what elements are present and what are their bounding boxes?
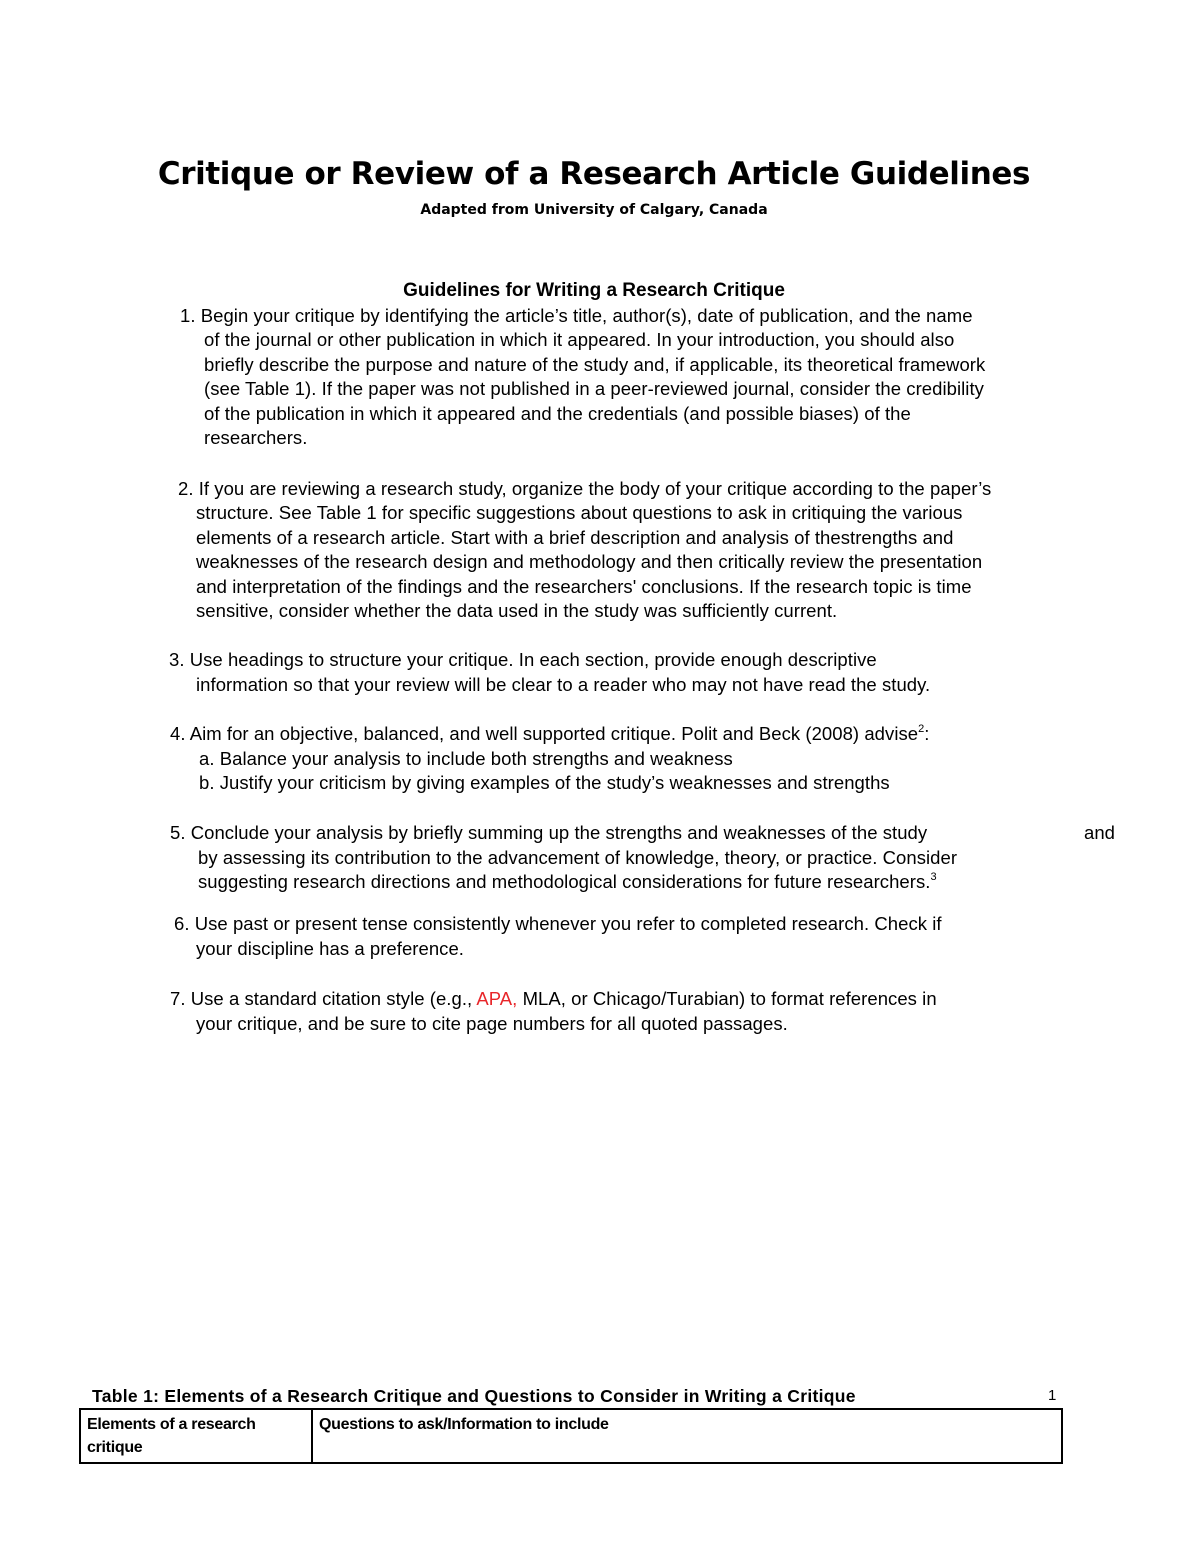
item-7-line-2: your critique, and be sure to cite page numbers for all quoted passages.: [196, 1013, 788, 1034]
item-5-line-1-end: and: [1084, 822, 1116, 843]
page-title: Critique or Review of a Research Article Guidelines: [157, 156, 1031, 192]
section-heading: Guidelines for Writing a Research Critique: [403, 280, 785, 301]
item-2-line-2: structure. See Table 1 for specific suggestions about questions to ask in critiquing the various: [196, 502, 963, 523]
item-4-sub-a: a. Balance your analysis to include both strengths and weakness: [199, 748, 733, 769]
item-3-line-2: information so that your review will be clear to a reader who may not have read the study.: [196, 674, 931, 695]
item-2-line-4: weaknesses of the research design and methodology and then critically review the presentation: [196, 551, 983, 572]
item-5-line-2: by assessing its contribution to the advancement of knowledge, theory, or practice. Consider: [198, 847, 958, 868]
item-4-line-1: [170, 722, 930, 747]
item-1-line-6: researchers.: [204, 427, 308, 448]
item-1-line-2: of the journal or other publication in which it appeared. In your introduction, you should also: [204, 329, 955, 350]
item-2-line-1: 2. If you are reviewing a research study, organize the body of your critique according to the paper’s: [178, 478, 992, 499]
item-3-line-1: 3. Use headings to structure your critique. In each section, provide enough descriptive: [169, 649, 877, 670]
footnote-ref-3: 3: [930, 871, 937, 883]
item-2-line-5: and interpretation of the findings and the researchers' conclusions. If the research topic is time: [196, 576, 972, 597]
table-title: Table 1: Elements of a Research Critique and Questions to Consider in Writing a Critique: [92, 1386, 856, 1406]
item-2-line-3: elements of a research article. Start with a brief description and analysis of thestrengths and: [196, 527, 954, 548]
item-5-line-3: [198, 870, 937, 895]
item-1-line-1: 1. Begin your critique by identifying the article’s title, author(s), date of publication, and the name: [180, 305, 973, 326]
table-header-col-2: Questions to ask/Information to include: [312, 1409, 1062, 1463]
table-header-col-1: Elements of a research critique: [80, 1409, 312, 1463]
item-5-line-3-text: suggesting research directions and methodological considerations for future researchers.: [198, 871, 931, 892]
item-1-line-5: of the publication in which it appeared and the credentials (and possible biases) of the: [204, 403, 911, 424]
item-4-sub-b: b. Justify your criticism by giving examples of the study’s weaknesses and strengths: [199, 772, 890, 793]
item-2-line-6: sensitive, consider whether the data used in the study was sufficiently current.: [196, 600, 838, 621]
item-7-line-1-b: MLA, or Chicago/Turabian) to format references in: [517, 988, 937, 1009]
elements-table: [79, 1408, 1063, 1464]
item-6-line-2: your discipline has a preference.: [196, 938, 464, 959]
item-1-line-4: (see Table 1). If the paper was not published in a peer-reviewed journal, consider the credibility: [204, 378, 984, 399]
table-header-row: [80, 1409, 1062, 1463]
item-6-line-1: 6. Use past or present tense consistently whenever you refer to completed research. Check if: [174, 913, 942, 934]
page-number: 1: [1048, 1387, 1057, 1404]
item-4-line-1-end: :: [924, 723, 930, 744]
item-7-line-1-a: 7. Use a standard citation style (e.g.,: [170, 988, 477, 1009]
item-5-line-1: 5. Conclude your analysis by briefly summing up the strengths and weaknesses of the study: [170, 822, 928, 843]
apa-link[interactable]: APA,: [476, 988, 518, 1009]
item-4-line-1-text: 4. Aim for an objective, balanced, and well supported critique. Polit and Beck (2008) advise: [170, 723, 919, 744]
page-subtitle: Adapted from University of Calgary, Canada: [420, 202, 768, 218]
footnote-ref-2: 2: [918, 723, 925, 735]
item-1-line-3: briefly describe the purpose and nature of the study and, if applicable, its theoretical framework: [204, 354, 986, 375]
item-7-line-1: [170, 987, 937, 1012]
